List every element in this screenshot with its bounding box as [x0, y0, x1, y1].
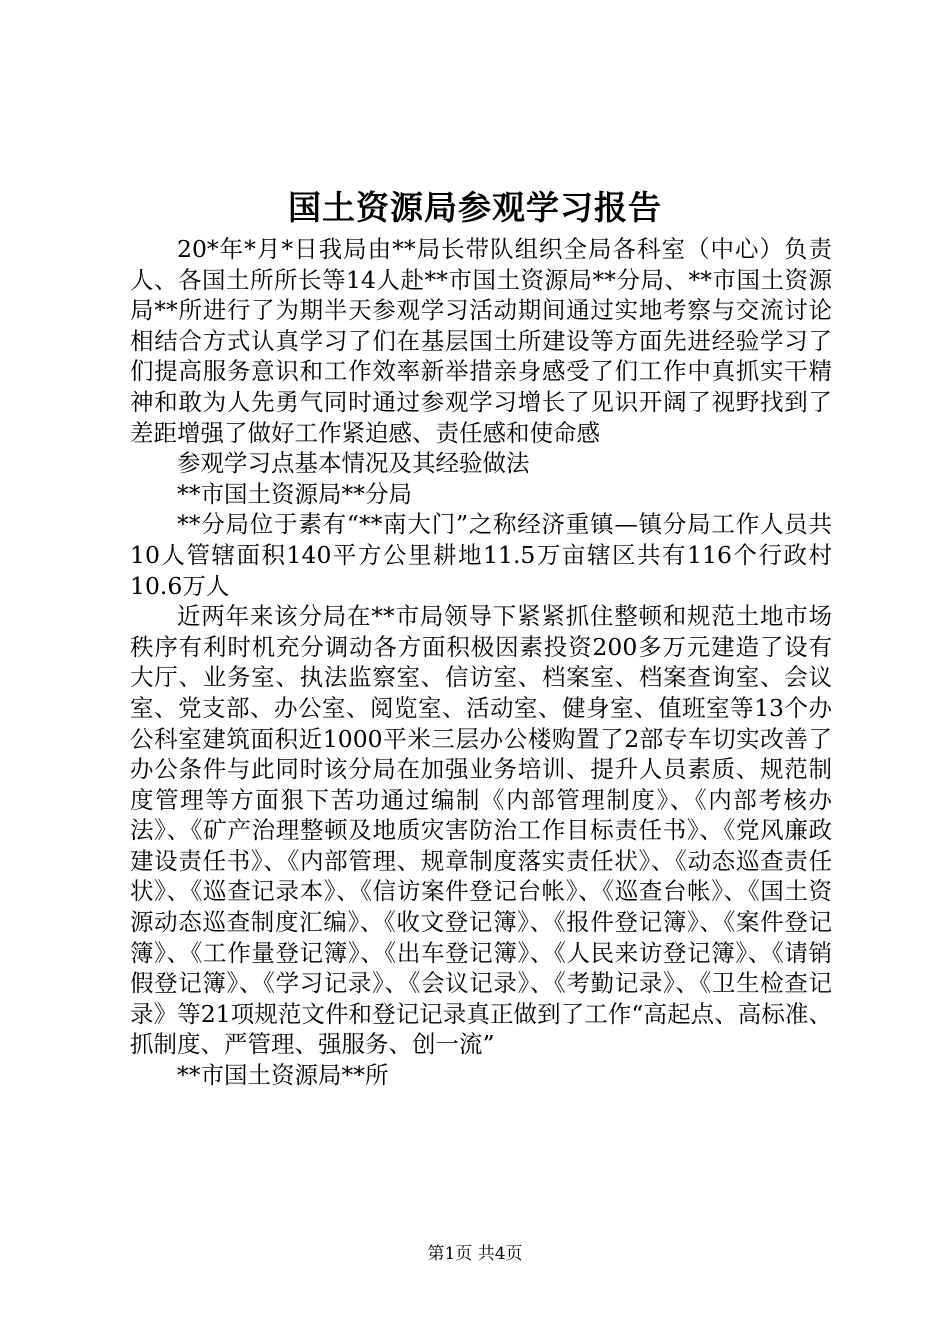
paragraph-branch-practices: 近两年来该分局在**市局领导下紧紧抓住整顿和规范土地市场秩序有利时机充分调动各方面积极因素投资200多万元建造了设有大厅、业务室、执法监察室、信访室、档案室、档案查询室、会议室、党支部、办公室、阅览室、活动室、健身室、值班室等13个办公科室建筑面积近1000平米三层办公楼购置了2部专车切实改善了办公条件与此同时该分局在加强业务培训、提升人员素质、规范制度管理等方面狠下苦功通过编制《内部管理制度》、《内部考核办法》、《矿产治理整顿及地质灾害防治工作目标责任书》、《党风廉政建设责任书》、《内部管理、规章制度落实责任状》、《动态巡查责任状》、《巡查记录本》、《信访案件登记台帐》、《巡查台帐》、《国土资源动态巡查制度汇编》、《收文登记簿》、《报件登记簿》、《案件登记簿》、《工作量登记簿》、《出车登记簿》、《人民来访登记簿》、《请销假登记簿》、《学习记录》、《会议记录》、《考勤记录》、《卫生检查记录》等21项规范文件和登记记录真正做到了工作“高起点、高标准、抓制度、严管理、强服务、创一流”: [130, 602, 832, 1059]
page-footer: 第1页 共4页: [427, 1244, 523, 1264]
document-title: 国土资源局参观学习报告: [288, 188, 662, 227]
paragraph-intro: 20*年*月*日我局由**局长带队组织全局各科室（中心）负责人、各国土所所长等14人赴**市国土资源局**分局、**市国土资源局**所进行了为期半天参观学习活动期间通过实地考察与交流讨论相结合方式认真学习了们在基层国土所建设等方面先进经验学习了们提高服务意识和工作效率新举措亲身感受了们工作中真抓实干精神和敢为人先勇气同时通过参观学习增长了见识开阔了视野找到了差距增强了做好工作紧迫感、责任感和使命感: [130, 235, 832, 447]
subsection-heading-office: **市国土资源局**所: [177, 1061, 389, 1090]
document-body: [130, 234, 832, 1091]
paragraph-branch-overview: **分局位于素有“**南大门”之称经济重镇—镇分局工作人员共10人管辖面积140平方公里耕地11.5万亩辖区共有116个行政村10.6万人: [130, 510, 832, 600]
section-heading: 参观学习点基本情况及其经验做法: [177, 449, 530, 478]
subsection-heading-branch: **市国土资源局**分局: [177, 479, 412, 508]
